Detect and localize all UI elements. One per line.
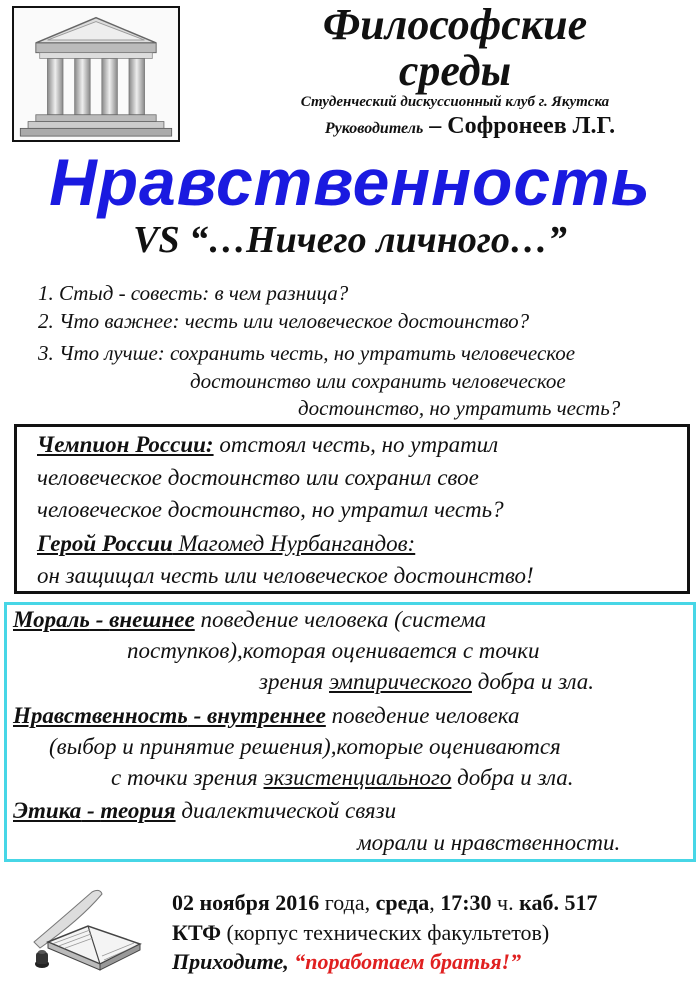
moral-definition-line1 bbox=[13, 605, 486, 635]
question-3-line2: достоинство или сохранить человеческое bbox=[190, 369, 566, 393]
champion-line1 bbox=[37, 430, 498, 460]
champion-box bbox=[14, 424, 690, 594]
question-2: 2. Что важнее: честь или человеческое достоинство? bbox=[38, 309, 530, 333]
champion-line3: человеческое достоинство, но утратил честь? bbox=[37, 497, 504, 522]
hero-label: Герой России bbox=[37, 531, 173, 556]
moral-definition-line3: зрения эмпирического добра и зла. bbox=[259, 669, 595, 694]
hero-line bbox=[37, 529, 415, 559]
club-logo bbox=[12, 6, 180, 142]
club-title bbox=[210, 2, 700, 94]
theory-definition-line1 bbox=[13, 796, 396, 826]
ethics-definition-line2: (выбор и принятие решения),которые оцениваются bbox=[49, 734, 561, 759]
club-title-line1: Философские bbox=[322, 0, 588, 49]
building-abbr: КТФ bbox=[172, 920, 222, 945]
invite-text: Приходите, bbox=[172, 949, 295, 974]
event-date: 02 ноября 2016 bbox=[172, 890, 320, 915]
question-3-line3: достоинство, но утратить честь? bbox=[298, 396, 621, 420]
sub-title: VS “…Ничего личного…” bbox=[133, 219, 567, 261]
question-1: 1. Стыд - совесть: в чем разница? bbox=[38, 281, 349, 305]
main-title: Нравственность bbox=[49, 145, 651, 219]
event-datetime: 02 ноября 2016 года, среда, 17:30 ч. каб. 517 bbox=[172, 890, 598, 915]
event-weekday: среда bbox=[375, 890, 430, 915]
moral-term: Мораль - внешнее bbox=[13, 607, 195, 632]
book-and-quill-icon bbox=[30, 880, 150, 980]
ethics-definition-line1 bbox=[13, 701, 519, 731]
event-venue bbox=[172, 918, 549, 948]
ethics-term: Нравственность - внутреннее bbox=[13, 703, 326, 728]
ethics-l1-text: поведение человека bbox=[325, 703, 520, 728]
slogan-text: “поработаем братья!” bbox=[294, 949, 522, 974]
empirical-term: эмпирического bbox=[329, 669, 472, 694]
club-subtitle: Студенческий дискуссионный клуб г. Якутска bbox=[300, 94, 610, 110]
champion-line2: человеческое достоинство или сохранил свое bbox=[37, 465, 479, 490]
ethics-definition-line3: с точки зрения экзистенциального добра и зла. bbox=[111, 765, 574, 790]
event-invite bbox=[172, 947, 521, 977]
building-full: (корпус технических факультетов) bbox=[221, 920, 550, 945]
leader-name: Софронеев Л.Г. bbox=[447, 113, 616, 139]
theory-term: Этика - теория bbox=[13, 798, 176, 823]
moral-l1-text: поведение человека (система bbox=[194, 607, 487, 632]
hero-question: он защищал честь или человеческое достоинство! bbox=[37, 563, 534, 588]
theory-l1-text: диалектической связи bbox=[175, 798, 397, 823]
club-leader bbox=[240, 113, 700, 140]
event-room: каб. 517 bbox=[519, 890, 598, 915]
moral-definition-line2: поступков),которая оценивается с точки bbox=[127, 638, 540, 663]
morality-box bbox=[4, 602, 696, 862]
greek-temple-icon bbox=[14, 8, 178, 140]
hero-name: Магомед Нурбангандов: bbox=[172, 531, 416, 556]
champion-label: Чемпион России: bbox=[37, 432, 214, 457]
existential-term: экзистенциального bbox=[263, 765, 452, 790]
club-title-line2: среды bbox=[398, 46, 512, 95]
event-time: 17:30 bbox=[440, 890, 492, 915]
question-3-line1: 3. Что лучше: сохранить честь, но утратить человеческое bbox=[38, 341, 576, 365]
leader-label: Руководитель bbox=[324, 120, 424, 137]
leader-dash: – bbox=[423, 113, 448, 139]
champion-line1-text: отстоял честь, но утратил bbox=[213, 432, 499, 457]
theory-definition-line2: морали и нравственности. bbox=[357, 830, 621, 855]
